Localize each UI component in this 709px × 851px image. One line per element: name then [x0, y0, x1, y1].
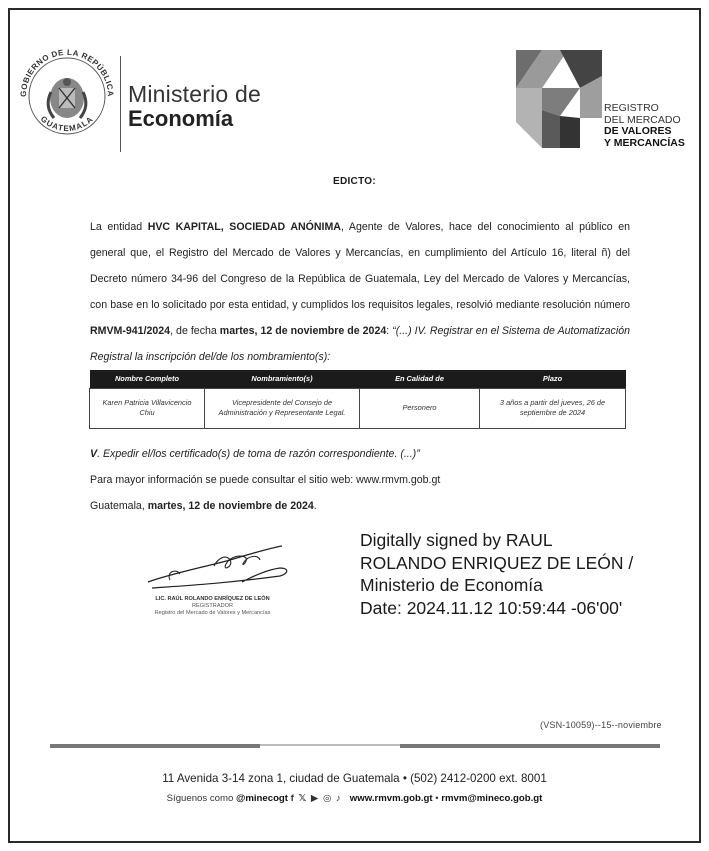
digital-line2: ROLANDO ENRIQUEZ DE LEÓN / [360, 552, 634, 573]
footer-social [0, 793, 709, 804]
more-info-text: Para mayor información se puede consultar el sitio web: www.rmvm.gob.gt [90, 474, 441, 486]
table-row [90, 388, 626, 428]
appointments-table [89, 370, 626, 429]
footer-address: 11 Avenida 3-14 zona 1, ciudad de Guatemala • (502) 2412-0200 ext. 8001 [162, 772, 547, 785]
digital-line4: Date: 2024.11.12 10:59:44 -06'00' [360, 597, 623, 618]
rmvm-name [604, 103, 685, 149]
digital-line1: Digitally signed by RAUL [360, 530, 553, 550]
publication-reference: (VSN-10059)--15--noviembre [540, 720, 662, 730]
ministry-line1: Ministerio de [128, 81, 261, 107]
social-handle: @minecogt [235, 793, 288, 804]
place-end: . [313, 500, 317, 512]
guatemala-seal-logo [14, 36, 120, 150]
table-header-row [90, 370, 626, 388]
rmvm-line1: REGISTRO [604, 102, 659, 114]
col-header-appointment: Nombramiento(s) [205, 370, 360, 388]
cell-name: Karen Patricia Villavicencio Chiu [90, 388, 205, 428]
footer-separator: • [432, 793, 442, 804]
ministry-line2: Economía [128, 106, 234, 131]
signer-role: REGISTRADOR [191, 603, 234, 609]
cell-capacity: Personero [360, 388, 480, 428]
digital-signature-block [360, 529, 633, 619]
item-v-body: . Expedir el/los certificado(s) de toma de razón correspondiente. (...)” [97, 448, 420, 460]
place: Guatemala, [90, 500, 148, 512]
entity-name: HVC KAPITAL, SOCIEDAD ANÓNIMA [147, 221, 341, 233]
footer-website: www.rmvm.gob.gt [349, 793, 433, 804]
header-divider [120, 56, 121, 152]
signature-caption [120, 596, 305, 617]
cell-appointment: Vicepresidente del Consejo de Administración y Representante Legal. [205, 388, 360, 428]
follow-label: Síguenos como [166, 793, 236, 804]
body-p2: , Agente de Valores, hace del conocimiento al público en general que, el Registro del Mercado de Valores y Mercancías, en cumplimiento del Artículo 16, literal ñ) del Decreto número 34-96 del Congreso de la República de Guatemala, Ley del Mercado de Valores y Mercancías, con base en lo solicitado por esta entidad, y cumplidos los requisitos legales, resolvió mediante resolución número [90, 221, 630, 311]
social-media-icons: f 𝕏 ▶ ◎ ♪ [290, 793, 342, 804]
signer-name: LIC. RAÚL ROLANDO ENRÍQUEZ DE LEÓN [155, 596, 270, 602]
document-title: EDICTO: [332, 176, 377, 187]
place-date: martes, 12 de noviembre de 2024 [147, 500, 314, 512]
seal-ring-bottom: GUATEMALA [38, 114, 96, 134]
edict-body [90, 214, 630, 370]
ministry-name [128, 82, 261, 132]
footer-rule-right [400, 744, 660, 748]
rmvm-line3: DE VALORES [604, 125, 672, 137]
signer-office: Registro del Mercado de Valores y Mercancías [154, 610, 271, 616]
resolution-number: RMVM-941/2024 [90, 325, 171, 337]
col-header-capacity: En Calidad de [360, 370, 480, 388]
body-p4: : [386, 325, 393, 337]
handwritten-signature [130, 538, 300, 602]
body-p3: , de fecha [170, 325, 220, 337]
place-date-line [90, 500, 317, 512]
item-v-text [90, 448, 420, 460]
rmvm-line4: Y MERCANCÍAS [604, 136, 685, 149]
digital-line3: Ministerio de Economía [360, 575, 543, 595]
col-header-name: Nombre Completo [90, 370, 205, 388]
footer-rule-left [50, 744, 260, 748]
seal-ring-top: GOBIERNO DE LA REPÚBLICA [18, 47, 116, 98]
resolution-date: martes, 12 de noviembre de 2024 [219, 325, 387, 337]
rmvm-line2: DEL MERCADO [604, 113, 681, 126]
body-p1: La entidad [90, 221, 148, 233]
item-v-letter: V [90, 448, 98, 460]
resolution-quote: “(...) IV. Registrar en el Sistema de Automatización Registral la inscripción del/de los nombramiento(s): [90, 325, 630, 363]
cell-term: 3 años a partir del jueves, 26 de septiembre de 2024 [480, 388, 626, 428]
footer-email: rmvm@mineco.gob.gt [441, 793, 543, 804]
footer-rule-middle [260, 744, 400, 746]
col-header-term: Plazo [480, 370, 626, 388]
